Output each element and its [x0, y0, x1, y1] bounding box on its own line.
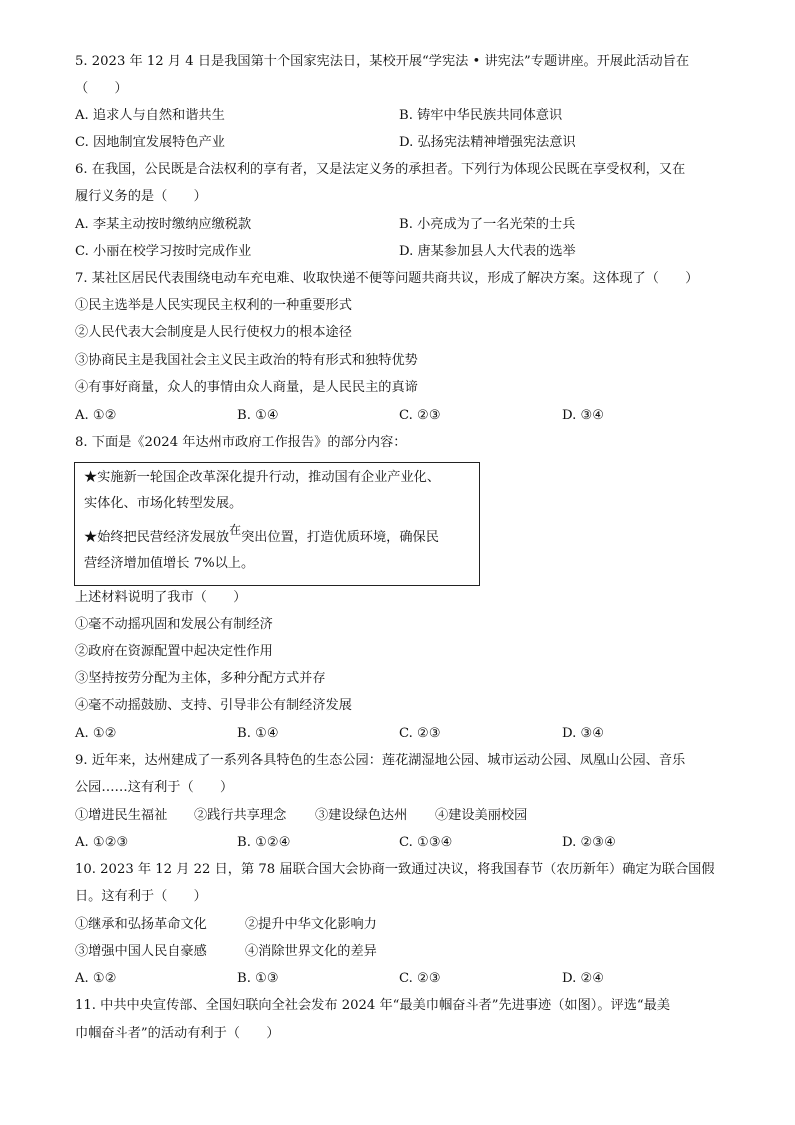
q9-item-1: ①增进民生福祉 [75, 808, 168, 823]
q7-option-d: D. ③④ [562, 408, 605, 423]
q8-option-b: B. ①④ [237, 726, 279, 741]
q8-box-line1: ★实施新一轮国企改革深化提升行动，推动国有企业产业化、 [84, 470, 441, 485]
q7-item-4: ④有事好商量，众人的事情由众人商量，是人民民主的真谛 [75, 380, 418, 395]
q6-option-a: A. 李某主动按时缴纳应缴税款 [75, 217, 252, 232]
q8-box-raised-char: 在 [229, 523, 242, 537]
q9-option-b: B. ①②④ [237, 835, 291, 850]
q9-item-2: ②践行共享理念 [194, 808, 287, 823]
q8-box-line2: 实体化、市场化转型发展。 [84, 496, 243, 511]
q7-item-3: ③协商民主是我国社会主义民主政治的特有形式和独特优势 [75, 353, 418, 368]
q10-stem-line1: 10. 2023 年 12 月 22 日，第 78 届联合国大会协商一致通过决议，将我国春节（农历新年）确定为联合国假 [75, 862, 715, 877]
q8-box-line3-start: ★始终把民营经济发展放 [84, 530, 230, 545]
q10-item-1: ①继承和弘扬革命文化 [75, 917, 207, 932]
q5-option-a: A. 追求人与自然和谐共生 [75, 108, 225, 123]
q8-box-line4: 营经济增加值增长 7%以上。 [84, 556, 255, 571]
q9-option-c: C. ①③④ [399, 835, 453, 850]
q10-option-b: B. ①③ [237, 971, 279, 986]
q5-option-b: B. 铸牢中华民族共同体意识 [399, 108, 563, 123]
q10-item-3: ③增强中国人民自豪感 [75, 944, 207, 959]
q5-stem-line2: （ ） [75, 81, 128, 96]
q10-option-c: C. ②③ [399, 971, 441, 986]
q11-stem-line1: 11. 中共中央宣传部、全国妇联向全社会发布 2024 年“最美巾帼奋斗者”先进事迹（如图）。评选“最美 [75, 998, 671, 1013]
q9-option-d: D. ②③④ [562, 835, 616, 850]
q10-stem-line2: 日。这有利于（ ） [75, 889, 207, 904]
q7-option-b: B. ①④ [237, 408, 279, 423]
q9-option-a: A. ①②③ [75, 835, 129, 850]
q5-option-d: D. 弘扬宪法精神增强宪法意识 [399, 135, 576, 150]
q7-option-a: A. ①② [75, 408, 117, 423]
q8-option-d: D. ③④ [562, 726, 605, 741]
q8-item-3: ③坚持按劳分配为主体，多种分配方式并存 [75, 671, 326, 686]
q8-item-1: ①毫不动摇巩固和发展公有制经济 [75, 617, 273, 632]
q10-item-2: ②提升中华文化影响力 [245, 917, 377, 932]
q7-item-1: ①民主选举是人民实现民主权利的一种重要形式 [75, 298, 352, 313]
q10-option-d: D. ②④ [562, 971, 605, 986]
q6-stem-line1: 6. 在我国，公民既是合法权利的享有者，又是法定义务的承担者。下列行为体现公民既在享受权利，又在 [75, 162, 686, 177]
q5-option-c: C. 因地制宜发展特色产业 [75, 135, 225, 150]
q8-question: 上述材料说明了我市（ ） [75, 590, 247, 605]
q5-stem-line1: 5. 2023 年 12 月 4 日是我国第十个国家宪法日，某校开展“学宪法 • 讲宪法”专题讲座。开展此活动旨在 [75, 54, 690, 69]
q10-option-a: A. ①② [75, 971, 117, 986]
q7-stem: 7. 某社区居民代表围绕电动车充电难、收取快递不便等问题共商共议，形成了解决方案。这体现了（ ） [75, 271, 699, 286]
q8-item-2: ②政府在资源配置中起决定性作用 [75, 644, 273, 659]
q6-option-d: D. 唐某参加县人大代表的选举 [399, 244, 576, 259]
q9-item-3: ③建设绿色达州 [315, 808, 408, 823]
q8-option-a: A. ①② [75, 726, 117, 741]
q10-item-4: ④消除世界文化的差异 [245, 944, 377, 959]
q6-option-c: C. 小丽在校学习按时完成作业 [75, 244, 252, 259]
q6-stem-line2: 履行义务的是（ ） [75, 189, 207, 204]
q9-item-4: ④建设美丽校园 [435, 808, 528, 823]
q7-item-2: ②人民代表大会制度是人民行使权力的根本途径 [75, 325, 352, 340]
q8-material-box [74, 462, 480, 586]
q7-option-c: C. ②③ [399, 408, 441, 423]
q8-stem: 8. 下面是《2024 年达州市政府工作报告》的部分内容： [75, 435, 407, 450]
q8-box-line3 [84, 523, 439, 547]
q6-option-b: B. 小亮成为了一名光荣的士兵 [399, 217, 576, 232]
q9-stem-line2: 公园……这有利于（ ） [75, 780, 234, 795]
q8-item-4: ④毫不动摇鼓励、支持、引导非公有制经济发展 [75, 698, 352, 713]
q8-option-c: C. ②③ [399, 726, 441, 741]
q8-box-line3-end: 突出位置，打造优质环境，确保民 [241, 530, 439, 545]
q9-stem-line1: 9. 近年来，达州建成了一系列各具特色的生态公园：莲花湖湿地公园、城市运动公园、凤凰山公园、音乐 [75, 753, 686, 768]
q11-stem-line2: 巾帼奋斗者”的活动有利于（ ） [75, 1026, 280, 1041]
